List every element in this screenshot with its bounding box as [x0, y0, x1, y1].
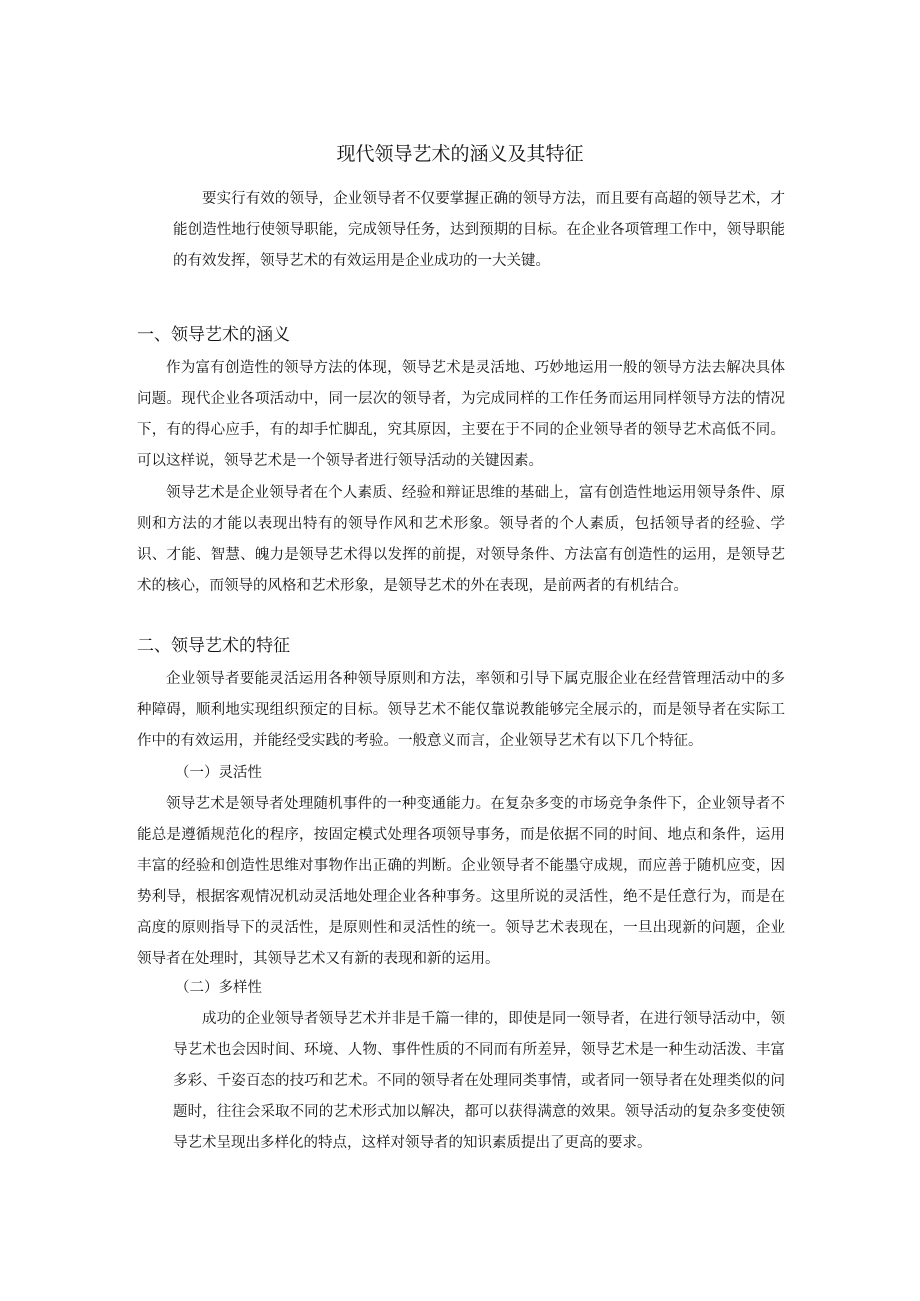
subsection-diversity-heading: （二）多样性 — [175, 980, 262, 996]
section-1-heading: 一、领导艺术的涵义 — [137, 325, 290, 345]
intro-paragraph: 要实行有效的领导，企业领导者不仅要掌握正确的领导方法，而且要有高超的领导艺术，才能创造性地行使领导职能，完成领导任务，达到预期的目标。在企业各项管理工作中，领导职能的有效发挥，领导艺术的有效运用是企业成功的一大关键。 — [173, 191, 785, 269]
subsection-diversity-paragraph: 成功的企业领导者领导艺术并非是千篇一律的，即使是同一领导者，在进行领导活动中，领导艺术也会因时间、环境、人物、事件性质的不同而有所差异，领导艺术是一种生动活泼、丰富多彩、千姿百态的技巧和艺术。不同的领导者在处理同类事情，或者同一领导者在处理类似的问题时，往往会采取不同的艺术形式加以解决，都可以获得满意的效果。领导活动的复杂多变使领导艺术呈现出多样化的特点，这样对领导者的知识素质提出了更高的要求。 — [173, 1011, 785, 1151]
section-1-paragraph-2: 领导艺术是企业领导者在个人素质、经验和辩证思维的基础上，富有创造性地运用领导条件、原则和方法的才能以表现出特有的领导作风和艺术形象。领导者的个人素质，包括领导者的经验、学识、才能、智慧、魄力是领导艺术得以发挥的前提，对领导条件、方法富有创造性的运用，是领导艺术的核心，而领导的风格和艺术形象，是领导艺术的外在表现，是前两者的有机结合。 — [137, 485, 785, 594]
section-2-intro-paragraph: 企业领导者要能灵活运用各种领导原则和方法，率领和引导下属克服企业在经营管理活动中的多种障碍，顺利地实现组织预定的目标。领导艺术不能仅靠说教能够完全展示的，而是领导者在实际工作中的有效运用，并能经受实践的考验。一般意义而言，企业领导艺术有以下几个特征。 — [137, 671, 785, 749]
document-title: 现代领导艺术的涵义及其特征 — [336, 143, 584, 165]
subsection-flexibility-heading: （一）灵活性 — [175, 765, 262, 781]
subsection-flexibility-paragraph: 领导艺术是领导者处理随机事件的一种变通能力。在复杂多变的市场竞争条件下，企业领导者不能总是遵循规范化的程序，按固定模式处理各项领导事务，而是依据不同的时间、地点和条件，运用丰富的经验和创造性思维对事物作出正确的判断。企业领导者不能墨守成规，而应善于随机应变，因势利导，根据客观情况机动灵活地处理企业各种事务。这里所说的灵活性，绝不是任意行为，而是在高度的原则指导下的灵活性，是原则性和灵活性的统一。领导艺术表现在，一旦出现新的问题，企业领导者在处理时，其领导艺术又有新的表现和新的运用。 — [137, 796, 785, 967]
section-1-paragraph-1: 作为富有创造性的领导方法的体现，领导艺术是灵活地、巧妙地运用一般的领导方法去解决具体问题。现代企业各项活动中，同一层次的领导者，为完成同样的工作任务而运用同样领导方法的情况下，有的得心应手，有的却手忙脚乱，究其原因，主要在于不同的企业领导者的领导艺术高低不同。可以这样说，领导艺术是一个领导者进行领导活动的关键因素。 — [137, 360, 785, 469]
section-2-heading: 二、领导艺术的特征 — [137, 636, 290, 656]
